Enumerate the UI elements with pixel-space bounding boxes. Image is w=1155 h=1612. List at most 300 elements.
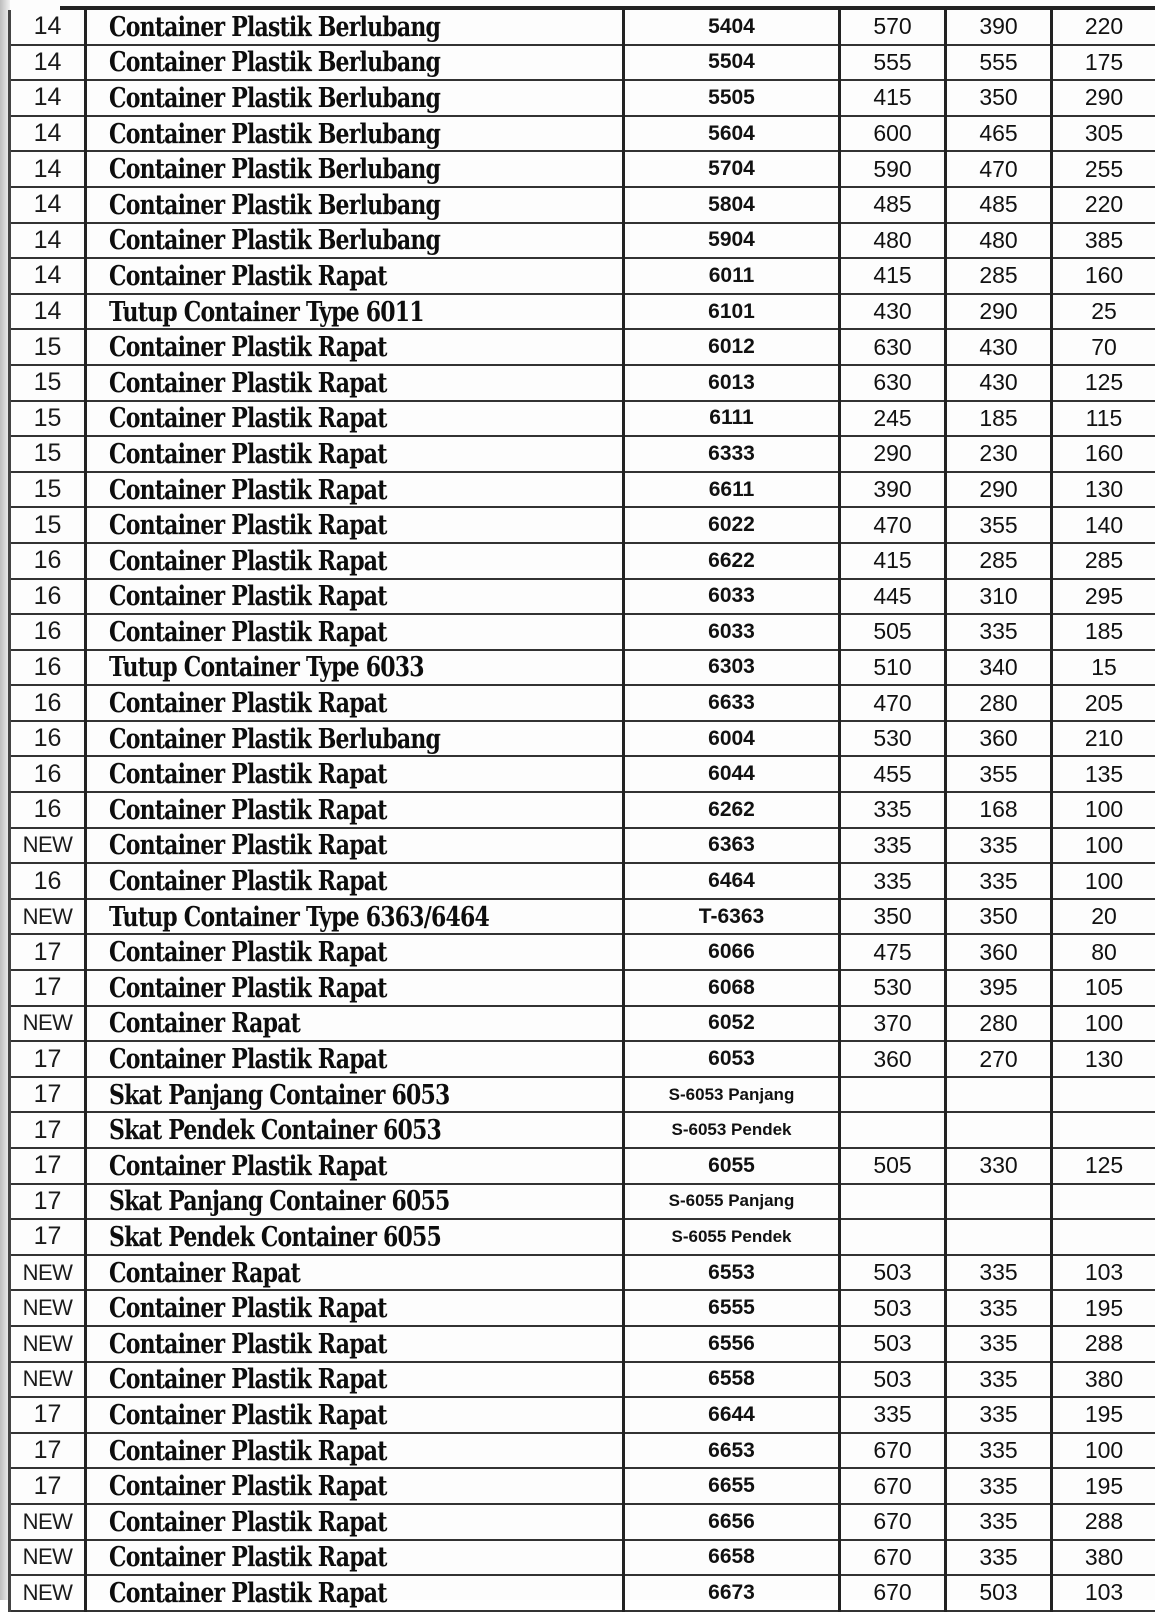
product-code-cell: 6555 bbox=[624, 1290, 840, 1326]
width-cell: 290 bbox=[946, 472, 1052, 508]
product-name-cell bbox=[86, 45, 624, 81]
height-cell: 295 bbox=[1052, 579, 1155, 615]
catalog-page-cell: 16 bbox=[10, 792, 86, 828]
width-cell: 360 bbox=[946, 934, 1052, 970]
product-code-cell: 6068 bbox=[624, 970, 840, 1006]
product-code-cell: 6033 bbox=[624, 579, 840, 615]
height-cell: 285 bbox=[1052, 543, 1155, 579]
height-cell: 103 bbox=[1052, 1575, 1155, 1611]
product-code-cell: 5604 bbox=[624, 116, 840, 152]
width-cell: 335 bbox=[946, 1326, 1052, 1362]
table-row bbox=[10, 1290, 1155, 1326]
width-cell: 480 bbox=[946, 223, 1052, 259]
product-name-text: Container Plastik Rapat bbox=[109, 1328, 387, 1361]
catalog-page-cell: 15 bbox=[10, 436, 86, 472]
product-name-cell bbox=[86, 10, 624, 45]
product-name-cell bbox=[86, 934, 624, 970]
table-row bbox=[10, 614, 1155, 650]
catalog-page-cell: 15 bbox=[10, 365, 86, 401]
catalog-page-cell: 17 bbox=[10, 1077, 86, 1113]
product-code-cell: 6053 bbox=[624, 1041, 840, 1077]
length-cell: 670 bbox=[840, 1433, 946, 1469]
width-cell: 350 bbox=[946, 899, 1052, 935]
table-row bbox=[10, 1112, 1155, 1148]
catalog-page-cell: 14 bbox=[10, 116, 86, 152]
height-cell: 185 bbox=[1052, 614, 1155, 650]
length-cell: 670 bbox=[840, 1540, 946, 1576]
width-cell: 280 bbox=[946, 1006, 1052, 1042]
length-cell: 430 bbox=[840, 294, 946, 330]
catalog-page-cell: NEW bbox=[10, 828, 86, 864]
length-cell: 530 bbox=[840, 721, 946, 757]
catalog-page-cell: NEW bbox=[10, 1326, 86, 1362]
product-name-text: Container Plastik Rapat bbox=[109, 438, 387, 471]
product-name-cell bbox=[86, 650, 624, 686]
product-name-cell bbox=[86, 543, 624, 579]
product-name-text: Container Plastik Rapat bbox=[109, 829, 387, 862]
table-row bbox=[10, 45, 1155, 81]
product-name-cell bbox=[86, 1148, 624, 1184]
table-row bbox=[10, 1362, 1155, 1398]
height-cell: 380 bbox=[1052, 1540, 1155, 1576]
table-row bbox=[10, 294, 1155, 330]
width-cell: 270 bbox=[946, 1041, 1052, 1077]
table-row bbox=[10, 187, 1155, 223]
product-name-cell bbox=[86, 1290, 624, 1326]
length-cell: 670 bbox=[840, 1504, 946, 1540]
height-cell: 195 bbox=[1052, 1290, 1155, 1326]
width-cell: 290 bbox=[946, 294, 1052, 330]
width-cell: 335 bbox=[946, 1255, 1052, 1291]
catalog-page-cell: 17 bbox=[10, 1184, 86, 1220]
product-name-cell bbox=[86, 1077, 624, 1113]
product-name-text: Container Plastik Berlubang bbox=[109, 117, 440, 150]
length-cell: 503 bbox=[840, 1326, 946, 1362]
product-name-text: Container Plastik Berlubang bbox=[109, 153, 440, 186]
length-cell bbox=[840, 1219, 946, 1255]
product-code-cell: 6011 bbox=[624, 258, 840, 294]
table-row bbox=[10, 756, 1155, 792]
height-cell: 100 bbox=[1052, 863, 1155, 899]
length-cell: 335 bbox=[840, 863, 946, 899]
table-row bbox=[10, 650, 1155, 686]
catalog-page-cell: 16 bbox=[10, 721, 86, 757]
catalog-page-cell: NEW bbox=[10, 1362, 86, 1398]
width-cell: 430 bbox=[946, 365, 1052, 401]
height-cell: 15 bbox=[1052, 650, 1155, 686]
product-name-text: Container Rapat bbox=[109, 1256, 300, 1289]
table-row bbox=[10, 258, 1155, 294]
product-name-text: Container Plastik Rapat bbox=[109, 1577, 387, 1610]
height-cell: 100 bbox=[1052, 1006, 1155, 1042]
height-cell: 220 bbox=[1052, 187, 1155, 223]
height-cell: 135 bbox=[1052, 756, 1155, 792]
length-cell: 600 bbox=[840, 116, 946, 152]
product-name-cell bbox=[86, 614, 624, 650]
catalog-page-cell: 17 bbox=[10, 1112, 86, 1148]
length-cell: 630 bbox=[840, 365, 946, 401]
product-code-cell: 6673 bbox=[624, 1575, 840, 1611]
length-cell: 370 bbox=[840, 1006, 946, 1042]
width-cell: 355 bbox=[946, 756, 1052, 792]
table-row bbox=[10, 436, 1155, 472]
catalog-page-cell: 16 bbox=[10, 543, 86, 579]
height-cell: 130 bbox=[1052, 1041, 1155, 1077]
table-row bbox=[10, 401, 1155, 437]
product-name-cell bbox=[86, 685, 624, 721]
table-row bbox=[10, 365, 1155, 401]
width-cell: 350 bbox=[946, 80, 1052, 116]
catalog-page-cell: 14 bbox=[10, 187, 86, 223]
length-cell bbox=[840, 1077, 946, 1113]
height-cell: 380 bbox=[1052, 1362, 1155, 1398]
product-name-cell bbox=[86, 1504, 624, 1540]
product-code-cell: 6653 bbox=[624, 1433, 840, 1469]
table-row bbox=[10, 1397, 1155, 1433]
width-cell: 285 bbox=[946, 543, 1052, 579]
table-row bbox=[10, 1219, 1155, 1255]
product-name-text: Tutup Container Type 6363/6464 bbox=[109, 900, 489, 933]
table-row bbox=[10, 579, 1155, 615]
product-name-text: Skat Panjang Container 6055 bbox=[109, 1185, 450, 1218]
length-cell: 470 bbox=[840, 685, 946, 721]
table-row bbox=[10, 970, 1155, 1006]
product-code-cell: 5704 bbox=[624, 151, 840, 187]
width-cell: 430 bbox=[946, 329, 1052, 365]
product-name-cell bbox=[86, 116, 624, 152]
product-code-cell: 6658 bbox=[624, 1540, 840, 1576]
catalog-page-cell: NEW bbox=[10, 1290, 86, 1326]
product-name-text: Container Plastik Rapat bbox=[109, 687, 387, 720]
length-cell bbox=[840, 1184, 946, 1220]
product-name-cell bbox=[86, 970, 624, 1006]
height-cell: 385 bbox=[1052, 223, 1155, 259]
product-code-cell: 6044 bbox=[624, 756, 840, 792]
height-cell: 125 bbox=[1052, 1148, 1155, 1184]
catalog-page-cell: 16 bbox=[10, 756, 86, 792]
product-code-cell: 6033 bbox=[624, 614, 840, 650]
product-code-cell: 6055 bbox=[624, 1148, 840, 1184]
catalog-page-cell: 14 bbox=[10, 80, 86, 116]
catalog-page-cell: 17 bbox=[10, 934, 86, 970]
width-cell: 555 bbox=[946, 45, 1052, 81]
length-cell: 390 bbox=[840, 472, 946, 508]
product-name-text: Container Plastik Rapat bbox=[109, 1363, 387, 1396]
width-cell: 335 bbox=[946, 1290, 1052, 1326]
catalog-page-cell: 17 bbox=[10, 1397, 86, 1433]
catalog-page-cell: 16 bbox=[10, 863, 86, 899]
width-cell: 335 bbox=[946, 1540, 1052, 1576]
product-name-cell bbox=[86, 151, 624, 187]
length-cell: 505 bbox=[840, 1148, 946, 1184]
width-cell bbox=[946, 1112, 1052, 1148]
catalog-page-cell: NEW bbox=[10, 1575, 86, 1611]
height-cell: 205 bbox=[1052, 685, 1155, 721]
product-name-cell bbox=[86, 792, 624, 828]
height-cell: 100 bbox=[1052, 1433, 1155, 1469]
catalog-page-cell: NEW bbox=[10, 1504, 86, 1540]
table-row bbox=[10, 1077, 1155, 1113]
product-code-cell: S-6053 Panjang bbox=[624, 1077, 840, 1113]
product-name-text: Container Plastik Rapat bbox=[109, 1150, 387, 1183]
product-name-text: Container Plastik Rapat bbox=[109, 1043, 387, 1076]
catalog-page-cell: 17 bbox=[10, 1468, 86, 1504]
product-name-cell bbox=[86, 863, 624, 899]
height-cell: 130 bbox=[1052, 472, 1155, 508]
width-cell: 485 bbox=[946, 187, 1052, 223]
product-name-cell bbox=[86, 1397, 624, 1433]
product-code-cell: S-6055 Panjang bbox=[624, 1184, 840, 1220]
width-cell: 335 bbox=[946, 1504, 1052, 1540]
product-name-text: Container Plastik Rapat bbox=[109, 544, 387, 577]
table-row bbox=[10, 329, 1155, 365]
catalog-page-cell: 15 bbox=[10, 329, 86, 365]
product-name-cell bbox=[86, 401, 624, 437]
product-name-cell bbox=[86, 756, 624, 792]
table-row bbox=[10, 863, 1155, 899]
product-code-cell: 6611 bbox=[624, 472, 840, 508]
table-row bbox=[10, 1433, 1155, 1469]
length-cell: 630 bbox=[840, 329, 946, 365]
table-row bbox=[10, 721, 1155, 757]
product-name-text: Skat Pendek Container 6055 bbox=[109, 1221, 441, 1254]
product-name-cell bbox=[86, 80, 624, 116]
table-row bbox=[10, 899, 1155, 935]
product-code-cell: 6633 bbox=[624, 685, 840, 721]
catalog-page-cell: 14 bbox=[10, 223, 86, 259]
catalog-page-cell: 15 bbox=[10, 507, 86, 543]
product-name-cell bbox=[86, 1255, 624, 1291]
width-cell: 280 bbox=[946, 685, 1052, 721]
product-name-cell bbox=[86, 1219, 624, 1255]
width-cell: 395 bbox=[946, 970, 1052, 1006]
width-cell: 168 bbox=[946, 792, 1052, 828]
product-code-cell: 6066 bbox=[624, 934, 840, 970]
length-cell: 415 bbox=[840, 543, 946, 579]
product-name-text: Container Plastik Berlubang bbox=[109, 224, 440, 257]
product-name-cell bbox=[86, 187, 624, 223]
product-name-cell bbox=[86, 721, 624, 757]
height-cell: 160 bbox=[1052, 436, 1155, 472]
product-name-text: Container Plastik Berlubang bbox=[109, 82, 440, 115]
height-cell: 195 bbox=[1052, 1468, 1155, 1504]
product-name-cell bbox=[86, 365, 624, 401]
width-cell: 335 bbox=[946, 614, 1052, 650]
height-cell bbox=[1052, 1112, 1155, 1148]
width-cell: 503 bbox=[946, 1575, 1052, 1611]
product-code-cell: 6013 bbox=[624, 365, 840, 401]
product-name-text: Container Plastik Berlubang bbox=[109, 722, 440, 755]
height-cell: 288 bbox=[1052, 1326, 1155, 1362]
width-cell: 285 bbox=[946, 258, 1052, 294]
catalog-page-cell: 14 bbox=[10, 294, 86, 330]
height-cell: 25 bbox=[1052, 294, 1155, 330]
table-row bbox=[10, 10, 1155, 45]
catalog-page-cell: 17 bbox=[10, 1433, 86, 1469]
length-cell: 670 bbox=[840, 1468, 946, 1504]
table-row bbox=[10, 1326, 1155, 1362]
product-code-cell: S-6053 Pendek bbox=[624, 1112, 840, 1148]
length-cell: 445 bbox=[840, 579, 946, 615]
catalog-page-cell: 15 bbox=[10, 472, 86, 508]
product-code-cell: 6553 bbox=[624, 1255, 840, 1291]
table-row bbox=[10, 1006, 1155, 1042]
product-code-cell: 6556 bbox=[624, 1326, 840, 1362]
table-row bbox=[10, 151, 1155, 187]
product-name-text: Container Plastik Rapat bbox=[109, 794, 387, 827]
catalog-page-cell: 16 bbox=[10, 614, 86, 650]
product-name-text: Container Plastik Rapat bbox=[109, 972, 387, 1005]
table-row bbox=[10, 543, 1155, 579]
table-row bbox=[10, 934, 1155, 970]
height-cell: 125 bbox=[1052, 365, 1155, 401]
product-name-text: Container Plastik Rapat bbox=[109, 1292, 387, 1325]
product-name-text: Container Plastik Rapat bbox=[109, 1505, 387, 1538]
length-cell: 335 bbox=[840, 792, 946, 828]
product-code-cell: 6004 bbox=[624, 721, 840, 757]
height-cell: 140 bbox=[1052, 507, 1155, 543]
width-cell bbox=[946, 1077, 1052, 1113]
table-row bbox=[10, 1184, 1155, 1220]
product-code-cell: 5904 bbox=[624, 223, 840, 259]
length-cell: 555 bbox=[840, 45, 946, 81]
width-cell: 335 bbox=[946, 828, 1052, 864]
width-cell: 465 bbox=[946, 116, 1052, 152]
height-cell: 210 bbox=[1052, 721, 1155, 757]
width-cell: 335 bbox=[946, 1468, 1052, 1504]
product-name-cell bbox=[86, 1326, 624, 1362]
catalog-page-cell: 17 bbox=[10, 970, 86, 1006]
length-cell: 415 bbox=[840, 80, 946, 116]
length-cell: 485 bbox=[840, 187, 946, 223]
product-name-text: Container Plastik Rapat bbox=[109, 260, 387, 293]
table-row bbox=[10, 1041, 1155, 1077]
product-name-cell bbox=[86, 1540, 624, 1576]
product-code-cell: 6363 bbox=[624, 828, 840, 864]
table-row bbox=[10, 507, 1155, 543]
product-code-cell: 6052 bbox=[624, 1006, 840, 1042]
product-name-text: Tutup Container Type 6033 bbox=[109, 651, 424, 684]
product-name-text: Container Plastik Berlubang bbox=[109, 11, 440, 44]
width-cell: 390 bbox=[946, 10, 1052, 45]
product-name-cell bbox=[86, 1433, 624, 1469]
width-cell: 360 bbox=[946, 721, 1052, 757]
catalog-page-cell: 14 bbox=[10, 151, 86, 187]
width-cell bbox=[946, 1219, 1052, 1255]
product-name-text: Container Plastik Rapat bbox=[109, 1399, 387, 1432]
catalog-page-cell: 16 bbox=[10, 650, 86, 686]
product-name-text: Tutup Container Type 6011 bbox=[109, 295, 424, 328]
product-code-cell: 6464 bbox=[624, 863, 840, 899]
width-cell: 330 bbox=[946, 1148, 1052, 1184]
product-code-cell: 6303 bbox=[624, 650, 840, 686]
table-row bbox=[10, 685, 1155, 721]
product-name-text: Container Plastik Rapat bbox=[109, 1541, 387, 1574]
table-row bbox=[10, 1504, 1155, 1540]
product-code-cell: 5404 bbox=[624, 10, 840, 45]
height-cell bbox=[1052, 1077, 1155, 1113]
width-cell bbox=[946, 1184, 1052, 1220]
product-name-cell bbox=[86, 1184, 624, 1220]
catalog-page-cell: 17 bbox=[10, 1148, 86, 1184]
length-cell: 670 bbox=[840, 1575, 946, 1611]
product-name-text: Container Plastik Rapat bbox=[109, 331, 387, 364]
table-row bbox=[10, 1575, 1155, 1611]
product-name-text: Skat Panjang Container 6053 bbox=[109, 1078, 450, 1111]
length-cell: 505 bbox=[840, 614, 946, 650]
width-cell: 230 bbox=[946, 436, 1052, 472]
product-code-cell: 5804 bbox=[624, 187, 840, 223]
height-cell: 70 bbox=[1052, 329, 1155, 365]
length-cell: 335 bbox=[840, 828, 946, 864]
product-name-text: Container Plastik Rapat bbox=[109, 1470, 387, 1503]
width-cell: 335 bbox=[946, 863, 1052, 899]
height-cell: 255 bbox=[1052, 151, 1155, 187]
height-cell: 175 bbox=[1052, 45, 1155, 81]
product-name-text: Container Plastik Rapat bbox=[109, 936, 387, 969]
product-code-cell: S-6055 Pendek bbox=[624, 1219, 840, 1255]
product-name-cell bbox=[86, 1112, 624, 1148]
height-cell: 288 bbox=[1052, 1504, 1155, 1540]
catalog-page-cell: NEW bbox=[10, 1006, 86, 1042]
width-cell: 335 bbox=[946, 1362, 1052, 1398]
length-cell: 335 bbox=[840, 1397, 946, 1433]
table-row bbox=[10, 223, 1155, 259]
length-cell: 470 bbox=[840, 507, 946, 543]
product-dimension-table bbox=[8, 10, 1155, 1612]
table-row bbox=[10, 828, 1155, 864]
product-name-text: Container Plastik Rapat bbox=[109, 366, 387, 399]
product-name-cell bbox=[86, 258, 624, 294]
height-cell bbox=[1052, 1184, 1155, 1220]
width-cell: 355 bbox=[946, 507, 1052, 543]
height-cell: 80 bbox=[1052, 934, 1155, 970]
product-name-text: Container Plastik Rapat bbox=[109, 473, 387, 506]
table-row bbox=[10, 1540, 1155, 1576]
product-name-text: Container Plastik Berlubang bbox=[109, 189, 440, 222]
length-cell: 245 bbox=[840, 401, 946, 437]
product-name-cell bbox=[86, 828, 624, 864]
product-code-cell: 6101 bbox=[624, 294, 840, 330]
product-name-cell bbox=[86, 436, 624, 472]
product-name-text: Container Plastik Rapat bbox=[109, 758, 387, 791]
table-body bbox=[10, 10, 1155, 1611]
catalog-page-cell: NEW bbox=[10, 1540, 86, 1576]
table-row bbox=[10, 1468, 1155, 1504]
catalog-page-cell: NEW bbox=[10, 899, 86, 935]
length-cell: 530 bbox=[840, 970, 946, 1006]
product-name-text: Container Plastik Rapat bbox=[109, 616, 387, 649]
catalog-page-cell: 14 bbox=[10, 10, 86, 45]
product-code-cell: 6655 bbox=[624, 1468, 840, 1504]
table-row bbox=[10, 792, 1155, 828]
height-cell: 290 bbox=[1052, 80, 1155, 116]
product-code-cell: 6656 bbox=[624, 1504, 840, 1540]
product-name-cell bbox=[86, 507, 624, 543]
catalog-page-cell: 17 bbox=[10, 1041, 86, 1077]
product-code-cell: 6262 bbox=[624, 792, 840, 828]
product-code-cell: 6333 bbox=[624, 436, 840, 472]
length-cell bbox=[840, 1112, 946, 1148]
product-code-cell: T-6363 bbox=[624, 899, 840, 935]
product-code-cell: 6022 bbox=[624, 507, 840, 543]
product-name-cell bbox=[86, 1006, 624, 1042]
width-cell: 335 bbox=[946, 1397, 1052, 1433]
length-cell: 590 bbox=[840, 151, 946, 187]
table-row bbox=[10, 1255, 1155, 1291]
length-cell: 503 bbox=[840, 1255, 946, 1291]
product-code-cell: 6012 bbox=[624, 329, 840, 365]
